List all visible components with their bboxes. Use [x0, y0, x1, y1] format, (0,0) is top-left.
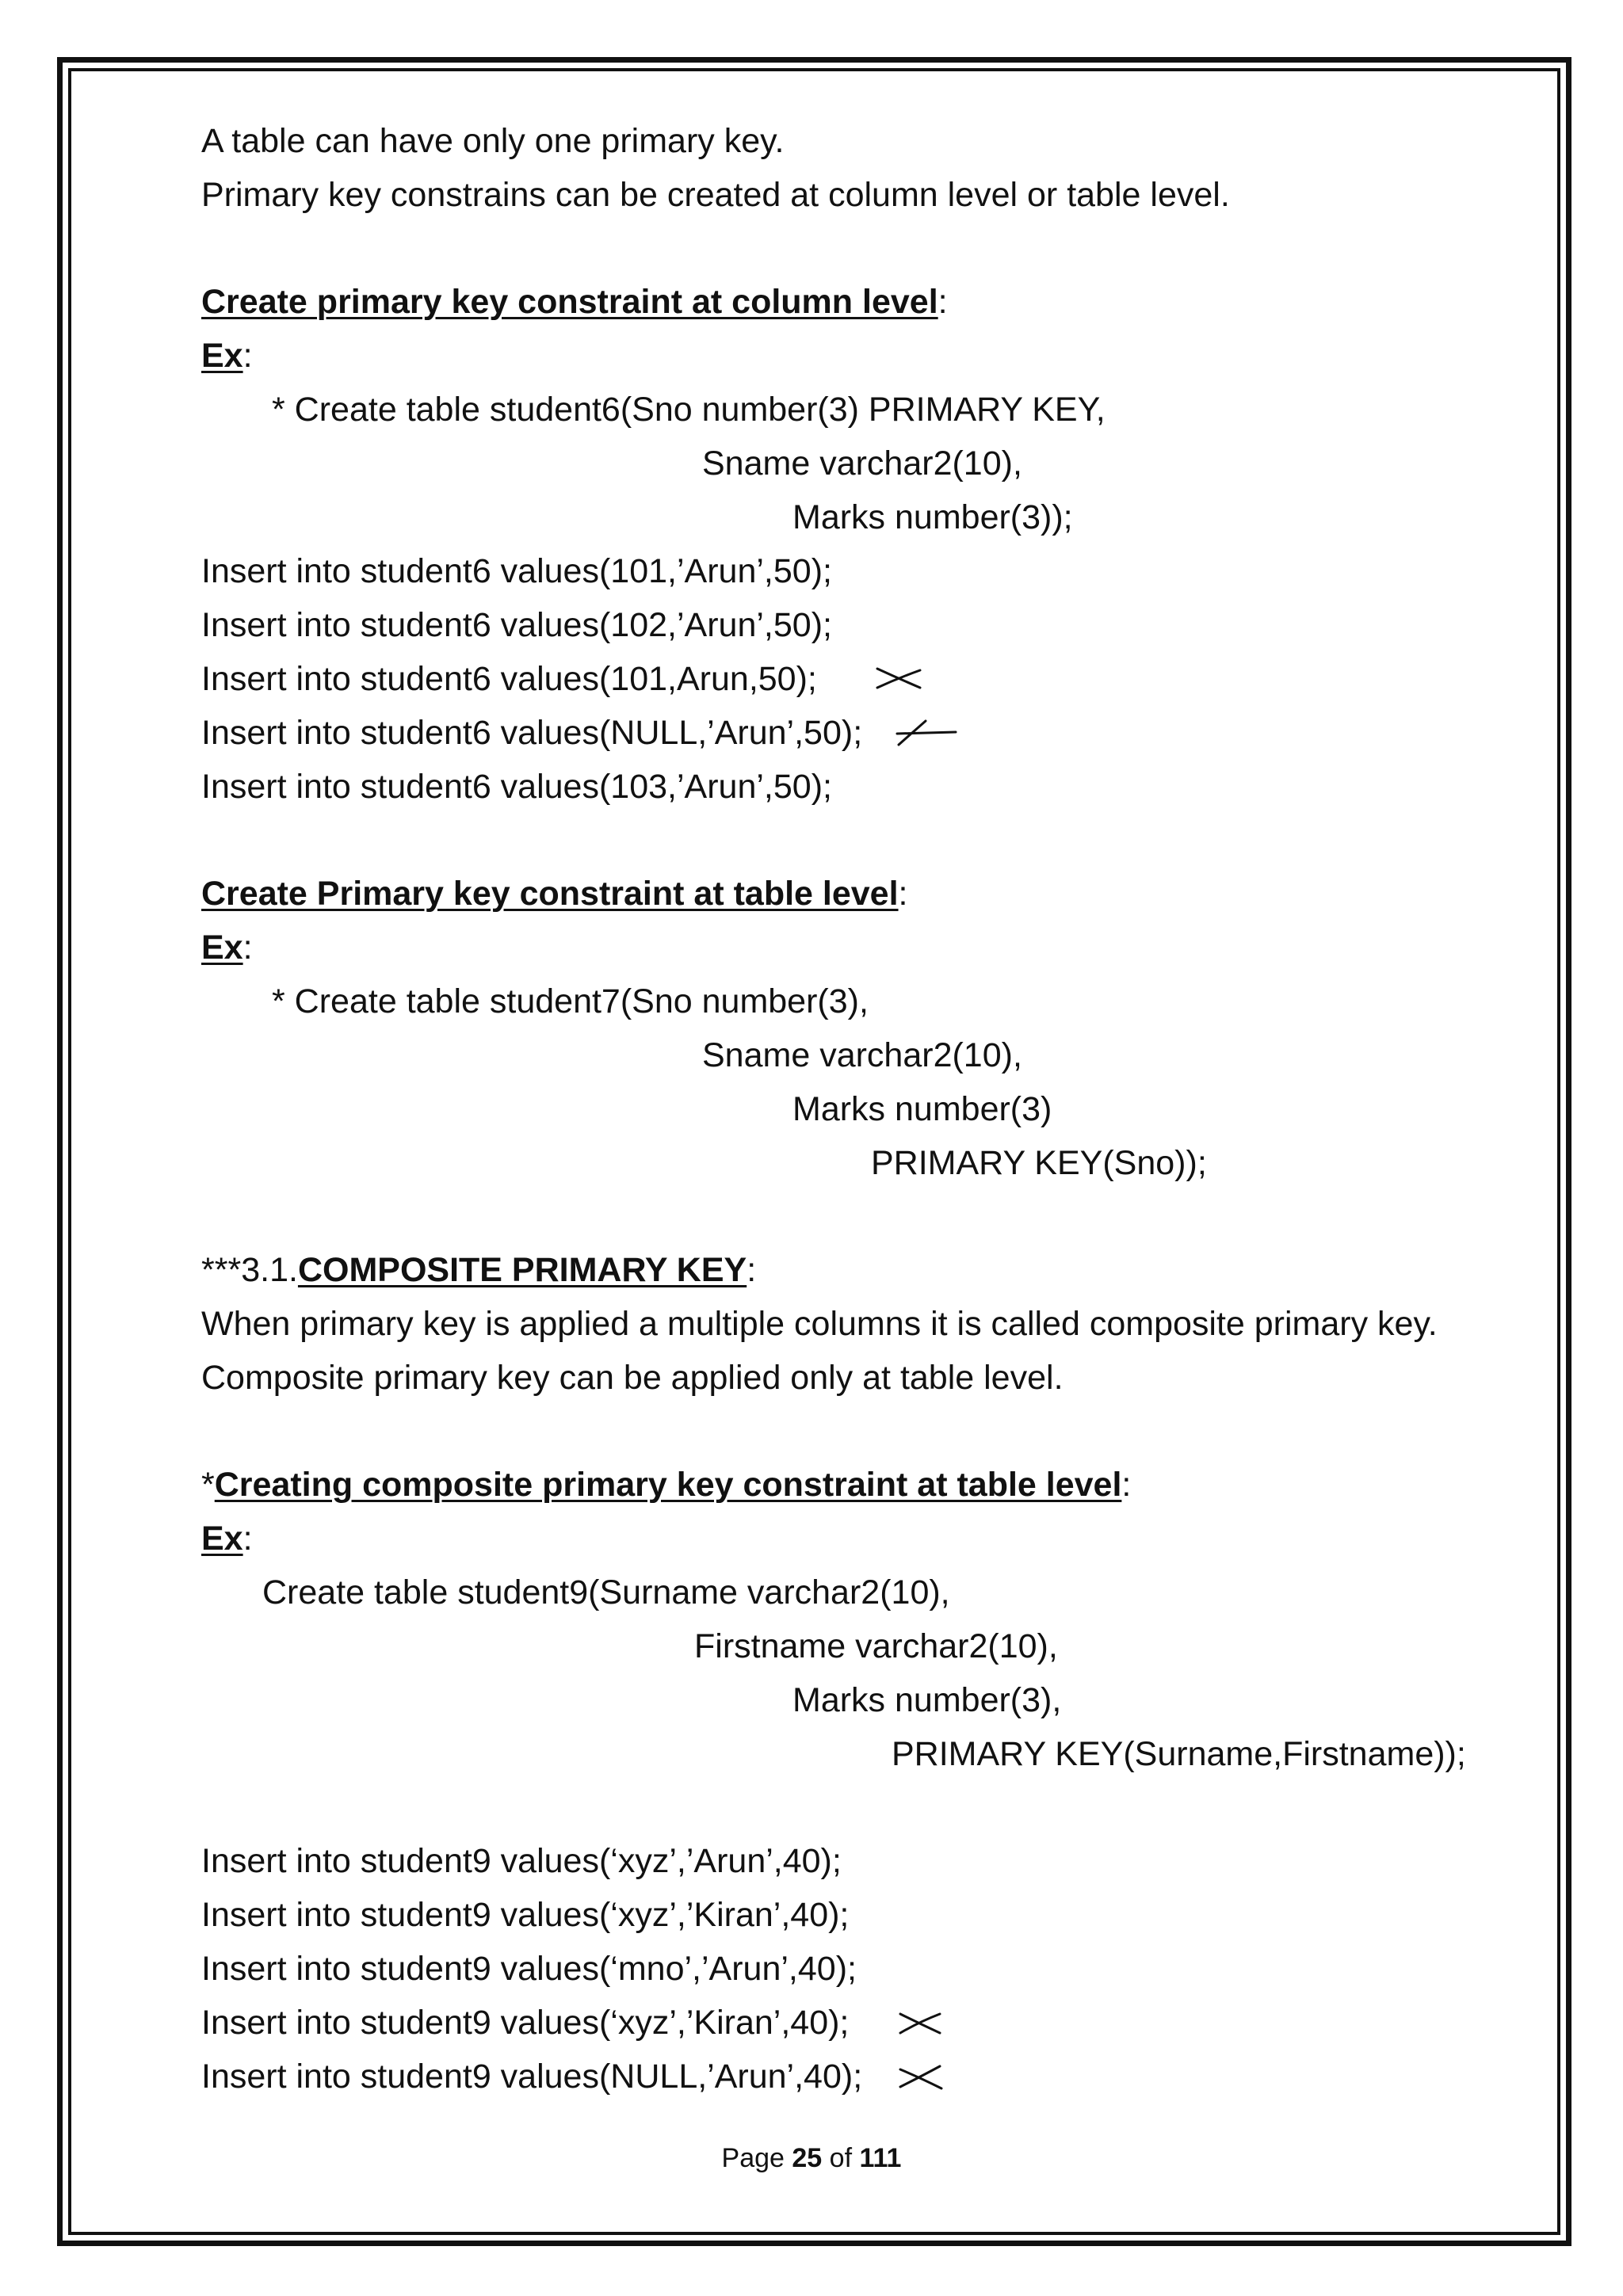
heading-composite-create: *Creating composite primary key constraint at table level: — [201, 1466, 1132, 1504]
insert-line: Insert into student9 values(‘mno’,’Arun’,40); — [201, 1950, 857, 1988]
heading-table-level: Create Primary key constraint at table level: — [201, 875, 908, 913]
code-line: Marks number(3), — [792, 1681, 1062, 1719]
insert-line: Insert into student9 values(‘xyz’,’Kiran’,40); — [201, 1896, 850, 1934]
insert-line: Insert into student6 values(101,Arun,50); — [201, 660, 817, 698]
code-line: * Create table student6(Sno number(3) PRIMARY KEY, — [272, 391, 1106, 429]
page-footer — [0, 2141, 1623, 2176]
page-word: Page — [721, 2143, 785, 2173]
cross-mark-icon — [896, 2009, 945, 2038]
insert-line: Insert into student9 values(NULL,’Arun’,40); — [201, 2058, 863, 2096]
code-line: PRIMARY KEY(Sno)); — [871, 1144, 1207, 1182]
paragraph-line: Composite primary key can be applied only at table level. — [201, 1359, 1064, 1397]
insert-line: Insert into student6 values(101,’Arun’,50); — [201, 552, 832, 590]
code-line: PRIMARY KEY(Surname,Firstname)); — [892, 1735, 1466, 1773]
code-line: Marks number(3) — [792, 1090, 1052, 1128]
intro-line-1: A table can have only one primary key. — [201, 122, 785, 160]
ex-label: Ex: — [201, 1520, 253, 1558]
insert-line: Insert into student6 values(NULL,’Arun’,50); — [201, 714, 863, 752]
ex-label-text: Ex — [201, 929, 243, 967]
ex-label: Ex: — [201, 337, 253, 375]
insert-line: Insert into student6 values(102,’Arun’,50); — [201, 606, 832, 644]
insert-line: Insert into student9 values(‘xyz’,’Arun’,40); — [201, 1842, 842, 1880]
heading-column-level-text: Create primary key constraint at column level — [201, 283, 938, 321]
heading-column-level: Create primary key constraint at column level: — [201, 283, 948, 321]
code-line: Marks number(3)); — [792, 498, 1073, 536]
heading-prefix: * — [201, 1466, 215, 1504]
code-line: * Create table student7(Sno number(3), — [272, 982, 869, 1020]
code-line: Sname varchar2(10), — [702, 1036, 1022, 1074]
heading-composite: ***3.1.COMPOSITE PRIMARY KEY: — [201, 1251, 757, 1289]
code-line: Sname varchar2(10), — [702, 444, 1022, 482]
ex-label-text: Ex — [201, 337, 243, 375]
paragraph-line: When primary key is applied a multiple columns it is called composite primary key. — [201, 1305, 1438, 1343]
ex-label: Ex: — [201, 929, 253, 967]
cross-mark-icon — [896, 2063, 945, 2092]
insert-line: Insert into student6 values(103,’Arun’,50); — [201, 768, 832, 806]
cross-mark-icon — [874, 664, 923, 692]
heading-composite-text: COMPOSITE PRIMARY KEY — [297, 1251, 747, 1289]
ex-label-text: Ex — [201, 1520, 243, 1558]
heading-table-level-text: Create Primary key constraint at table level — [201, 875, 899, 913]
strike-mark-icon — [894, 718, 957, 746]
page-total: 111 — [859, 2143, 902, 2173]
code-line: Firstname varchar2(10), — [694, 1627, 1058, 1665]
code-line: Create table student9(Surname varchar2(10), — [262, 1573, 950, 1611]
intro-line-2: Primary key constrains can be created at column level or table level. — [201, 176, 1230, 214]
page-number: 25 — [792, 2143, 823, 2173]
section-number: ***3.1. — [201, 1251, 298, 1289]
insert-line: Insert into student9 values(‘xyz’,’Kiran’,40); — [201, 2004, 850, 2042]
heading-composite-create-text: Creating composite primary key constraint at table level — [214, 1466, 1122, 1504]
of-word: of — [829, 2143, 853, 2173]
